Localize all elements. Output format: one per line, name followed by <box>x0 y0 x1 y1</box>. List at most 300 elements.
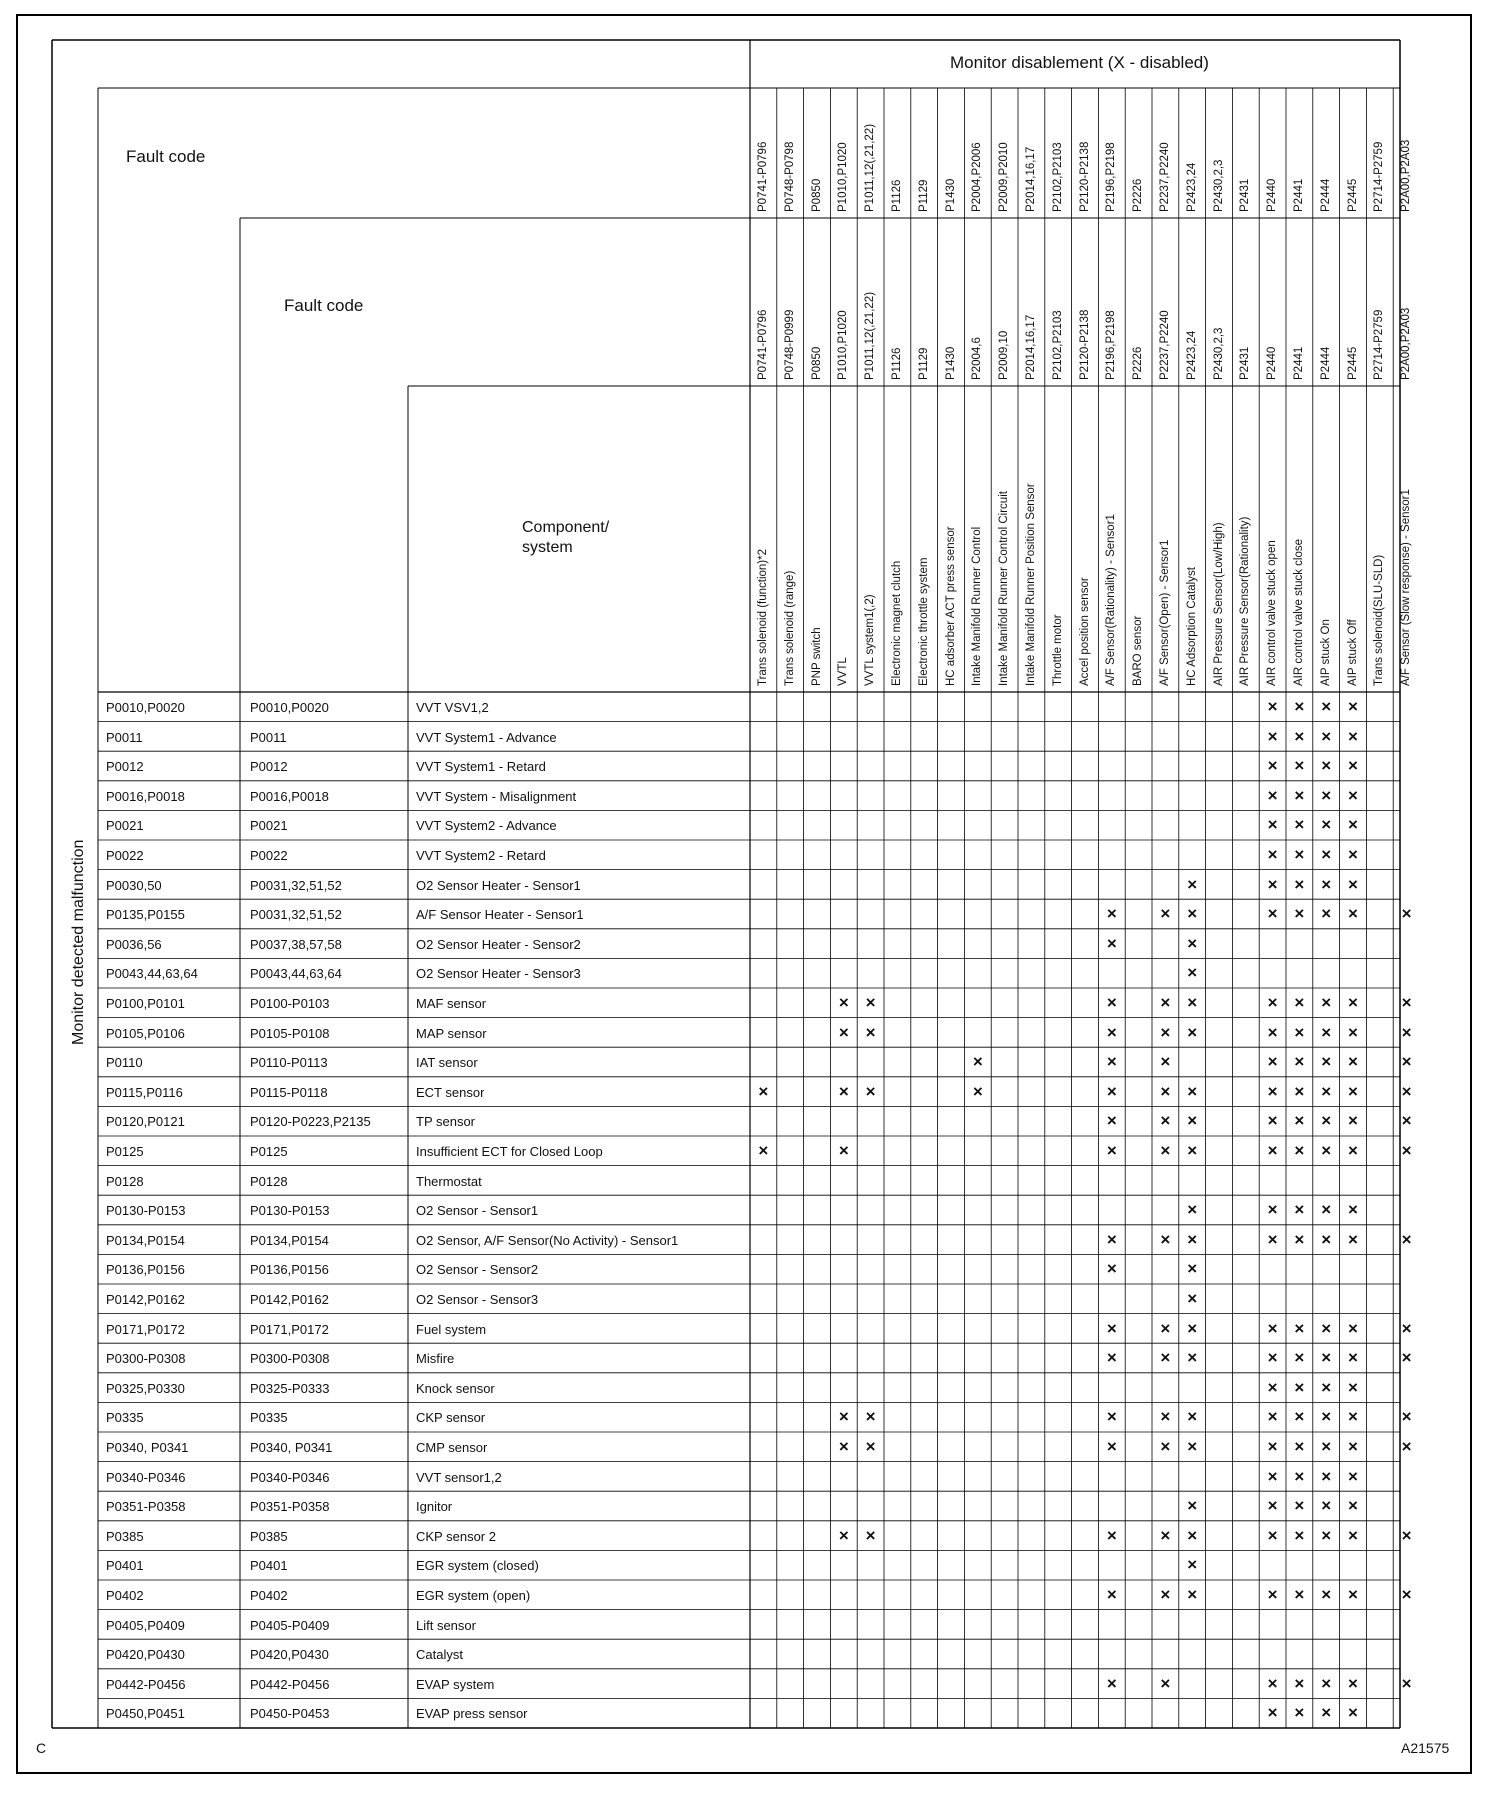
column-code-1: P2444 <box>1319 178 1332 212</box>
disabled-mark: × <box>1267 1377 1278 1397</box>
disabled-mark: × <box>838 1141 849 1160</box>
row-component: A/F Sensor Heater - Sensor1 <box>416 907 584 923</box>
disabled-mark: × <box>1294 1496 1305 1516</box>
disabled-mark: × <box>1267 1585 1278 1604</box>
column-component: Trans solenoid (range) <box>783 570 796 686</box>
disabled-mark: × <box>1187 1585 1198 1604</box>
disabled-mark: × <box>1267 756 1278 776</box>
row-fault-code: P0135,P0155 <box>106 907 185 923</box>
disabled-mark: × <box>1106 1407 1117 1427</box>
disabled-mark: × <box>758 1141 769 1160</box>
disabled-mark: × <box>1321 1111 1332 1131</box>
disabled-mark: × <box>1348 1318 1358 1338</box>
disabled-mark: × <box>1348 1585 1358 1604</box>
disabled-mark: × <box>1294 1111 1305 1131</box>
disabled-mark: × <box>1321 1348 1332 1368</box>
row-fault-code: P0120,P0121 <box>106 1114 185 1130</box>
row-detected-code: P0351-P0358 <box>250 1499 330 1515</box>
row-fault-code: P0351-P0358 <box>106 1499 186 1515</box>
disabled-mark: × <box>1160 1052 1171 1072</box>
disabled-mark: × <box>1267 904 1278 924</box>
row-component: EVAP press sensor <box>416 1706 528 1722</box>
column-code-1: P0850 <box>810 178 823 212</box>
disabled-mark: × <box>1401 1437 1412 1456</box>
row-detected-code: P0142,P0162 <box>250 1292 329 1307</box>
disabled-mark: × <box>1321 1229 1332 1249</box>
disabled-mark: × <box>1294 1437 1305 1456</box>
disabled-mark: × <box>1187 1259 1198 1279</box>
disabled-mark: × <box>1321 726 1332 746</box>
disabled-mark: × <box>1294 1229 1305 1249</box>
row-detected-code: P0420,P0430 <box>250 1647 329 1663</box>
row-fault-code: P0036,56 <box>106 936 162 952</box>
row-component: Ignitor <box>416 1499 453 1515</box>
disabled-mark: × <box>1348 1229 1358 1249</box>
disabled-mark: × <box>1106 1348 1117 1368</box>
disabled-mark: × <box>1160 1141 1171 1160</box>
disabled-mark: × <box>1348 726 1358 746</box>
disabled-mark: × <box>865 1437 876 1456</box>
disabled-mark: × <box>1401 993 1412 1012</box>
row-component: O2 Sensor Heater - Sensor1 <box>416 877 581 893</box>
disabled-mark: × <box>1401 1407 1412 1427</box>
column-code-1: P2423,24 <box>1185 162 1198 212</box>
disabled-mark: × <box>1348 1407 1358 1427</box>
disabled-mark: × <box>1160 1081 1171 1101</box>
disabled-mark: × <box>1321 756 1332 776</box>
disabled-mark: × <box>1294 1703 1305 1723</box>
column-component: Electronic throttle system <box>917 557 930 686</box>
column-code-1: P2430,2,3 <box>1212 159 1225 212</box>
row-detected-code: P0012 <box>250 759 288 775</box>
column-component: AIR control valve stuck close <box>1293 538 1305 686</box>
column-code-1: P2004,P2006 <box>971 142 984 212</box>
disabled-mark: × <box>1267 1081 1278 1101</box>
column-component: VVTL <box>837 657 850 686</box>
column-component: Intake Manifold Runner Control <box>971 526 984 686</box>
column-code-2: P2441 <box>1293 346 1305 380</box>
column-code-2: P2445 <box>1346 346 1359 380</box>
disabled-mark: × <box>1321 1466 1332 1486</box>
disabled-mark: × <box>1294 904 1305 924</box>
disabled-mark: × <box>1187 1555 1198 1575</box>
row-detected-code: P0385 <box>250 1528 288 1544</box>
disabled-mark: × <box>838 1407 849 1427</box>
disabled-mark: × <box>1348 1496 1358 1516</box>
disabled-mark: × <box>1321 1022 1332 1042</box>
disabled-mark: × <box>1294 756 1305 776</box>
disabled-mark: × <box>1294 1318 1305 1338</box>
row-fault-code: P0110 <box>106 1055 143 1071</box>
row-detected-code: P0120-P0223,P2135 <box>250 1114 371 1130</box>
disabled-mark: × <box>865 1022 876 1042</box>
disabled-mark: × <box>1321 1141 1332 1160</box>
column-component: AIR Pressure Sensor(Rationality) <box>1239 516 1252 686</box>
disabled-mark: × <box>865 1525 876 1545</box>
disabled-mark: × <box>1401 1141 1412 1160</box>
disabled-mark: × <box>1106 1437 1117 1456</box>
row-fault-code: P0105,P0106 <box>106 1025 185 1041</box>
disabled-mark: × <box>1187 1525 1198 1545</box>
component-header: Component/ system <box>522 519 610 556</box>
column-component: AIP stuck Off <box>1346 619 1359 686</box>
column-code-2: P2237,P2240 <box>1159 310 1171 380</box>
disabled-mark: × <box>1187 1200 1198 1220</box>
disabled-mark: × <box>1106 1141 1117 1160</box>
column-component: AIP stuck On <box>1319 619 1332 686</box>
row-detected-code: P0171,P0172 <box>250 1321 329 1337</box>
column-code-2: P2A00,P2A03 <box>1400 307 1413 380</box>
disabled-mark: × <box>1401 1111 1412 1131</box>
row-fault-code: P0442-P0456 <box>106 1676 186 1692</box>
disabled-mark: × <box>1187 963 1198 983</box>
disabled-mark: × <box>1267 1200 1278 1220</box>
disabled-mark: × <box>1321 1318 1332 1338</box>
row-fault-code: P0125 <box>106 1144 144 1159</box>
column-code-1: P2445 <box>1346 178 1359 212</box>
fault-code-header-1: Fault code <box>126 147 206 166</box>
disabled-mark: × <box>1187 933 1198 953</box>
row-component: O2 Sensor, A/F Sensor(No Activity) - Sensor1 <box>416 1232 679 1248</box>
disabled-mark: × <box>1160 1673 1171 1693</box>
column-code-1: P2431 <box>1239 178 1252 212</box>
row-component: Catalyst <box>416 1647 463 1663</box>
row-component: Insufficient ECT for Closed Loop <box>416 1144 603 1159</box>
column-code-2: P1126 <box>891 347 903 380</box>
row-detected-code: P0010,P0020 <box>250 700 329 715</box>
disabled-mark: × <box>1267 785 1278 805</box>
row-component: O2 Sensor - Sensor1 <box>416 1203 539 1219</box>
disabled-mark: × <box>1267 993 1278 1012</box>
row-fault-code: P0325,P0330 <box>106 1380 185 1396</box>
column-code-2: P2430,2,3 <box>1212 327 1225 380</box>
disabled-mark: × <box>1187 1348 1198 1368</box>
disabled-mark: × <box>865 1081 876 1101</box>
row-detected-code: P0300-P0308 <box>250 1351 330 1367</box>
row-component: O2 Sensor - Sensor3 <box>416 1292 539 1307</box>
column-code-1: P2120-P2138 <box>1078 141 1091 212</box>
disabled-mark: × <box>1294 845 1305 864</box>
column-component: A/F Sensor(Rationality) - Sensor1 <box>1105 514 1118 686</box>
row-fault-code: P0385 <box>106 1528 144 1544</box>
disabled-mark: × <box>1187 904 1198 924</box>
row-component: Misfire <box>416 1351 455 1367</box>
disabled-mark: × <box>1267 1496 1278 1516</box>
row-component: VVT sensor1,2 <box>416 1469 502 1485</box>
column-code-2: P2431 <box>1239 346 1252 380</box>
column-code-1: P2226 <box>1132 178 1145 212</box>
row-fault-code: P0115,P0116 <box>106 1084 183 1100</box>
disabled-mark: × <box>1321 1377 1332 1397</box>
disabled-mark: × <box>1321 1081 1332 1101</box>
disabled-mark: × <box>1348 1377 1358 1397</box>
disabled-mark: × <box>1294 1466 1305 1486</box>
row-fault-code: P0100,P0101 <box>106 996 185 1011</box>
column-code-2: P0741-P0796 <box>757 309 769 380</box>
row-detected-code: P0402 <box>250 1588 288 1603</box>
fault-code-header-2: Fault code <box>284 296 364 315</box>
row-component: EGR system (open) <box>416 1588 531 1603</box>
row-detected-code: P0136,P0156 <box>250 1262 329 1278</box>
row-detected-code: P0335 <box>250 1410 288 1426</box>
disabled-mark: × <box>1106 1229 1117 1249</box>
row-fault-code: P0405,P0409 <box>106 1617 185 1633</box>
disabled-mark: × <box>1294 874 1305 894</box>
disabled-mark: × <box>1321 1673 1332 1693</box>
disabled-mark: × <box>838 1022 849 1042</box>
disabled-mark: × <box>1348 1466 1358 1486</box>
disabled-mark: × <box>1321 785 1332 805</box>
column-component: AIR Pressure Sensor(Low/High) <box>1212 522 1225 686</box>
disabled-mark: × <box>1160 1348 1171 1368</box>
disabled-mark: × <box>1294 726 1305 746</box>
column-component: Trans solenoid (function)*2 <box>757 548 769 686</box>
row-fault-code: P0130-P0153 <box>106 1203 186 1219</box>
disabled-mark: × <box>1321 1052 1332 1072</box>
disabled-mark: × <box>1321 904 1332 924</box>
column-component: Electronic magnet clutch <box>891 560 903 686</box>
row-detected-code: P0011 <box>250 729 287 745</box>
disabled-mark: × <box>1160 1229 1171 1249</box>
row-detected-code: P0125 <box>250 1144 288 1159</box>
disabled-mark: × <box>1187 1437 1198 1456</box>
row-fault-code: P0450,P0451 <box>106 1706 185 1722</box>
row-component: IAT sensor <box>416 1055 478 1071</box>
row-fault-code: P0300-P0308 <box>106 1351 186 1367</box>
row-fault-code: P0043,44,63,64 <box>106 966 198 982</box>
disabled-mark: × <box>1267 1703 1278 1723</box>
row-fault-code: P0401 <box>106 1558 144 1574</box>
disabled-mark: × <box>1294 1377 1305 1397</box>
disabled-mark: × <box>1187 1289 1198 1308</box>
row-fault-code: P0022 <box>106 848 144 863</box>
disabled-mark: × <box>1106 933 1117 953</box>
column-code-1: P0741-P0796 <box>757 141 769 212</box>
column-code-2: P2423,24 <box>1185 330 1198 380</box>
disabled-mark: × <box>1294 1525 1305 1545</box>
column-code-2: P2440 <box>1266 346 1279 380</box>
disabled-mark: × <box>1294 815 1305 835</box>
row-detected-code: P0442-P0456 <box>250 1676 330 1692</box>
disabled-mark: × <box>1267 1141 1278 1160</box>
disabled-mark: × <box>1106 1081 1117 1101</box>
disabled-mark: × <box>1401 1022 1412 1042</box>
disabled-mark: × <box>1401 1052 1412 1072</box>
disabled-mark: × <box>1106 1052 1117 1072</box>
disabled-mark: × <box>1106 1673 1117 1693</box>
row-fault-code: P0134,P0154 <box>106 1232 185 1248</box>
disabled-mark: × <box>1267 1318 1278 1338</box>
disabled-mark: × <box>1160 993 1171 1012</box>
column-component: AIR control valve stuck open <box>1266 540 1279 686</box>
disabled-mark: × <box>1187 1318 1198 1338</box>
disabled-mark: × <box>1187 1407 1198 1427</box>
row-detected-code: P0405-P0409 <box>250 1617 330 1633</box>
row-fault-code: P0335 <box>106 1410 144 1426</box>
row-detected-code: P0130-P0153 <box>250 1203 330 1219</box>
column-code-2: P2444 <box>1319 346 1332 380</box>
column-code-2: P2120-P2138 <box>1078 309 1091 380</box>
disabled-mark: × <box>1187 1081 1198 1101</box>
disabled-mark: × <box>1160 1585 1171 1604</box>
disabled-mark: × <box>758 1081 769 1101</box>
row-detected-code: P0031,32,51,52 <box>250 907 342 923</box>
row-component: Fuel system <box>416 1321 487 1337</box>
column-code-2: P2196,P2198 <box>1105 310 1118 380</box>
column-component: Accel position sensor <box>1078 577 1091 686</box>
side-label: Monitor detected malfunction <box>70 839 87 1045</box>
disabled-mark: × <box>1321 1407 1332 1427</box>
row-detected-code: P0450-P0453 <box>250 1706 330 1722</box>
disabled-mark: × <box>1267 874 1278 894</box>
disabled-mark: × <box>1160 1022 1171 1042</box>
column-code-2: P2102,P2103 <box>1051 310 1064 380</box>
row-component: MAF sensor <box>416 996 487 1011</box>
disabled-mark: × <box>1348 1141 1358 1160</box>
disabled-mark: × <box>1160 1407 1171 1427</box>
disabled-mark: × <box>838 993 849 1012</box>
disabled-mark: × <box>1348 993 1358 1012</box>
figure-id: A21575 <box>1401 1740 1450 1756</box>
row-component: CKP sensor <box>416 1410 486 1426</box>
row-component: VVT System1 - Advance <box>416 729 557 745</box>
row-component: CKP sensor 2 <box>416 1528 496 1544</box>
row-detected-code: P0340, P0341 <box>250 1440 333 1455</box>
row-detected-code: P0128 <box>250 1173 288 1189</box>
row-component: O2 Sensor Heater - Sensor3 <box>416 966 581 982</box>
column-code-2: P0850 <box>810 346 823 380</box>
column-code-1: P2196,P2198 <box>1105 142 1118 212</box>
disabled-mark: × <box>1267 1525 1278 1545</box>
disabled-mark: × <box>1294 1141 1305 1160</box>
row-component: CMP sensor <box>416 1440 488 1455</box>
disabled-mark: × <box>1187 1022 1198 1042</box>
row-detected-code: P0043,44,63,64 <box>250 966 342 982</box>
column-code-1: P2102,P2103 <box>1051 142 1064 212</box>
row-detected-code: P0115-P0118 <box>250 1084 328 1100</box>
disabled-mark: × <box>1294 1200 1305 1220</box>
row-detected-code: P0021 <box>250 818 288 834</box>
disabled-mark: × <box>1348 1348 1358 1368</box>
disabled-mark: × <box>1401 904 1412 924</box>
column-code-2: P2014,16,17 <box>1025 314 1037 380</box>
column-code-1: P2009,P2010 <box>998 142 1011 212</box>
row-component: VVT System - Misalignment <box>416 788 577 804</box>
column-code-1: P2A00,P2A03 <box>1400 139 1413 212</box>
column-code-1: P2714-P2759 <box>1373 141 1386 212</box>
row-fault-code: P0420,P0430 <box>106 1647 185 1663</box>
disabled-mark: × <box>1321 845 1332 864</box>
disabled-mark: × <box>1294 1585 1305 1604</box>
disabled-mark: × <box>1348 1673 1358 1693</box>
row-component: MAP sensor <box>416 1025 487 1041</box>
row-detected-code: P0031,32,51,52 <box>250 877 342 893</box>
row-fault-code: P0136,P0156 <box>106 1262 185 1278</box>
disabled-mark: × <box>1267 1673 1278 1693</box>
disabled-mark: × <box>1348 1111 1358 1131</box>
disabled-mark: × <box>1106 993 1117 1012</box>
column-code-1: P1129 <box>917 179 930 212</box>
disabled-mark: × <box>1160 1525 1171 1545</box>
column-code-1: P1126 <box>891 179 903 212</box>
disabled-mark: × <box>1321 1437 1332 1456</box>
disabled-mark: × <box>1348 815 1358 835</box>
column-code-1: P1010,P1020 <box>837 142 850 212</box>
disabled-mark: × <box>1187 993 1198 1012</box>
row-fault-code: P0340-P0346 <box>106 1469 186 1485</box>
disabled-mark: × <box>1401 1585 1412 1604</box>
disabled-mark: × <box>1401 1525 1412 1545</box>
disabled-mark: × <box>1267 845 1278 864</box>
row-fault-code: P0012 <box>106 759 144 775</box>
column-code-1: P1011,12(,21,22) <box>864 123 877 212</box>
row-component: Knock sensor <box>416 1380 495 1396</box>
disabled-mark: × <box>1160 904 1171 924</box>
disabled-mark: × <box>1187 1496 1198 1516</box>
column-code-2: P1010,P1020 <box>837 310 850 380</box>
disabled-mark: × <box>865 1407 876 1427</box>
row-fault-code: P0011 <box>106 729 143 745</box>
disabled-mark: × <box>1401 1673 1412 1693</box>
column-code-2: P2009,10 <box>998 330 1011 380</box>
row-detected-code: P0016,P0018 <box>250 788 329 804</box>
disabled-mark: × <box>1267 815 1278 835</box>
row-detected-code: P0325-P0333 <box>250 1380 330 1396</box>
disabled-mark: × <box>1348 1437 1358 1456</box>
table-title: Monitor disablement (X - disabled) <box>950 53 1209 72</box>
disabled-mark: × <box>1348 785 1358 805</box>
column-code-2: P0748-P0999 <box>783 309 796 380</box>
column-component: VVTL system1(,2) <box>864 594 877 686</box>
disabled-mark: × <box>1294 1673 1305 1693</box>
disabled-mark: × <box>1321 874 1332 894</box>
disabled-mark: × <box>1348 1703 1358 1723</box>
disabled-mark: × <box>1321 1496 1332 1516</box>
column-code-1: P2441 <box>1293 178 1305 212</box>
column-component: Intake Manifold Runner Control Circuit <box>998 491 1011 686</box>
disabled-mark: × <box>1267 1229 1278 1249</box>
row-fault-code: P0128 <box>106 1173 144 1189</box>
row-component: EVAP system <box>416 1676 495 1692</box>
column-code-2: P2226 <box>1132 346 1145 380</box>
row-component: Thermostat <box>416 1173 482 1189</box>
column-component: HC Adsorption Catalyst <box>1185 567 1198 686</box>
disabled-mark: × <box>1294 1022 1305 1042</box>
disabled-mark: × <box>1106 1318 1117 1338</box>
column-component: Intake Manifold Runner Position Sensor <box>1025 483 1037 686</box>
row-fault-code: P0402 <box>106 1588 144 1603</box>
disabled-mark: × <box>865 993 876 1012</box>
column-component: HC adsorber ACT press sensor <box>944 526 957 686</box>
disabled-mark: × <box>1294 1081 1305 1101</box>
disabled-mark: × <box>1106 1111 1117 1131</box>
disabled-mark: × <box>1348 756 1358 776</box>
disabled-mark: × <box>1106 1585 1117 1604</box>
row-fault-code: P0010,P0020 <box>106 700 185 715</box>
disabled-mark: × <box>1187 1141 1198 1160</box>
row-detected-code: P0022 <box>250 848 288 863</box>
row-detected-code: P0401 <box>250 1558 288 1574</box>
row-detected-code: P0037,38,57,58 <box>250 936 342 952</box>
disabled-mark: × <box>1294 1052 1305 1072</box>
row-fault-code: P0340, P0341 <box>106 1440 189 1455</box>
disabled-mark: × <box>1348 1525 1358 1545</box>
disabled-mark: × <box>1348 1022 1358 1042</box>
row-component: O2 Sensor - Sensor2 <box>416 1262 539 1278</box>
row-detected-code: P0100-P0103 <box>250 996 330 1011</box>
disabled-mark: × <box>1267 1437 1278 1456</box>
row-component: VVT System1 - Retard <box>416 759 546 775</box>
